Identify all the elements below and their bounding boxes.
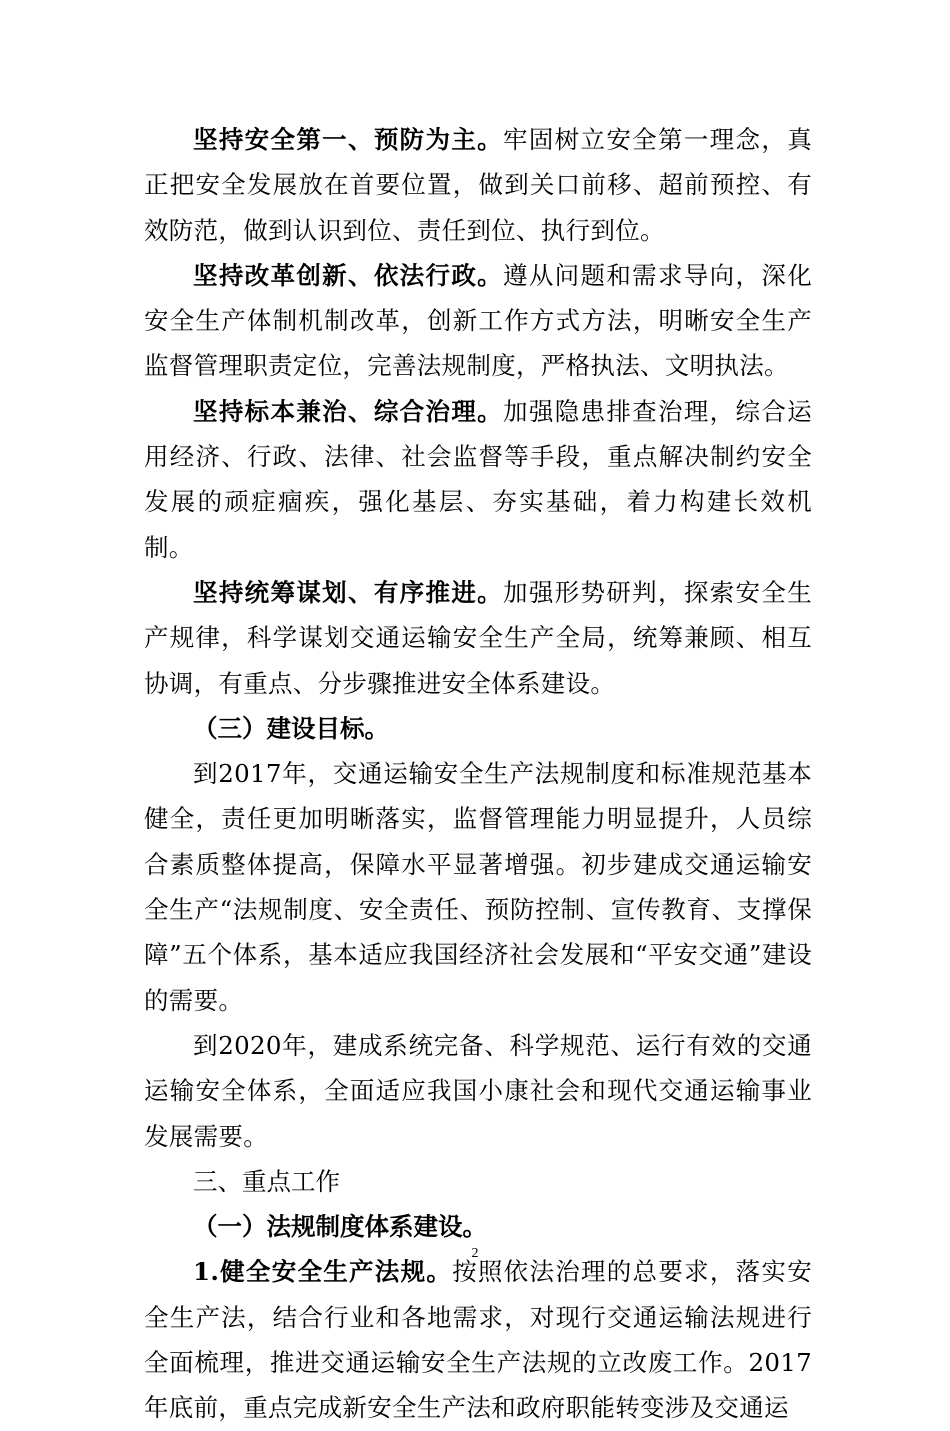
principle-text-1: 牢固树立安全第一理念，真正把安全发展放在首要位置，做到关口前移、超前预控、有效防范，做到认识到位、责任到位、执行到位。 xyxy=(144,125,812,245)
document-body xyxy=(144,117,812,1431)
principle-paragraph-1 xyxy=(144,117,812,253)
principle-paragraph-2 xyxy=(144,253,812,389)
section-heading-key-work: 三、重点工作 xyxy=(193,1166,340,1196)
item-1-title: 1.健全安全生产法规。 xyxy=(193,1257,453,1287)
principle-text-3: 加强隐患排查治理，综合运用经济、行政、法律、社会监督等手段，重点解决制约安全发展的顽症痼疾，强化基层、夯实基础，着力构建长效机制。 xyxy=(144,396,812,562)
section-heading-goals: （三）建设目标。 xyxy=(193,713,389,743)
principle-title-4: 坚持统筹谋划、有序推进。 xyxy=(193,577,504,607)
principle-title-3: 坚持标本兼治、综合治理。 xyxy=(193,396,504,426)
item-1-text: 按照依法治理的总要求，落实安全生产法，结合行业和各地需求，对现行交通运输法规进行全面梳理，推进交通运输安全生产法规的立改废工作。2017年底前，重点完成新安全生产法和政府职能转变涉及交通运 xyxy=(144,1257,812,1423)
item-1-paragraph xyxy=(144,1249,812,1430)
principle-title-1: 坚持安全第一、预防为主。 xyxy=(193,125,504,154)
goal-2020-paragraph: 到2020年，建成系统完备、科学规范、运行有效的交通运输安全体系，全面适应我国小康社会和现代交通运输事业发展需要。 xyxy=(144,1030,812,1151)
page-number: 2 xyxy=(471,1246,479,1261)
principle-paragraph-4 xyxy=(144,570,812,706)
subsection-heading-regulation-system: （一）法规制度体系建设。 xyxy=(193,1212,487,1242)
principle-text-2: 遵从问题和需求导向，深化安全生产体制机制改革，创新工作方式方法，明晰安全生产监督管理职责定位，完善法规制度，严格执法、文明执法。 xyxy=(144,260,812,381)
principle-text-4: 加强形势研判，探索安全生产规律，科学谋划交通运输安全生产全局，统筹兼顾、相互协调，有重点、分步骤推进安全体系建设。 xyxy=(144,577,812,698)
goal-2017-paragraph: 到2017年，交通运输安全生产法规制度和标准规范基本健全，责任更加明晰落实，监督管理能力明显提升，人员综合素质整体提高，保障水平显著增强。初步建成交通运输安全生产“法规制度、安全责任、预防控制、宣传教育、支撑保障”五个体系，基本适应我国经济社会发展和“平安交通”建设的需要。 xyxy=(144,759,812,1015)
principle-title-2: 坚持改革创新、依法行政。 xyxy=(193,260,504,290)
principle-paragraph-3 xyxy=(144,389,812,570)
